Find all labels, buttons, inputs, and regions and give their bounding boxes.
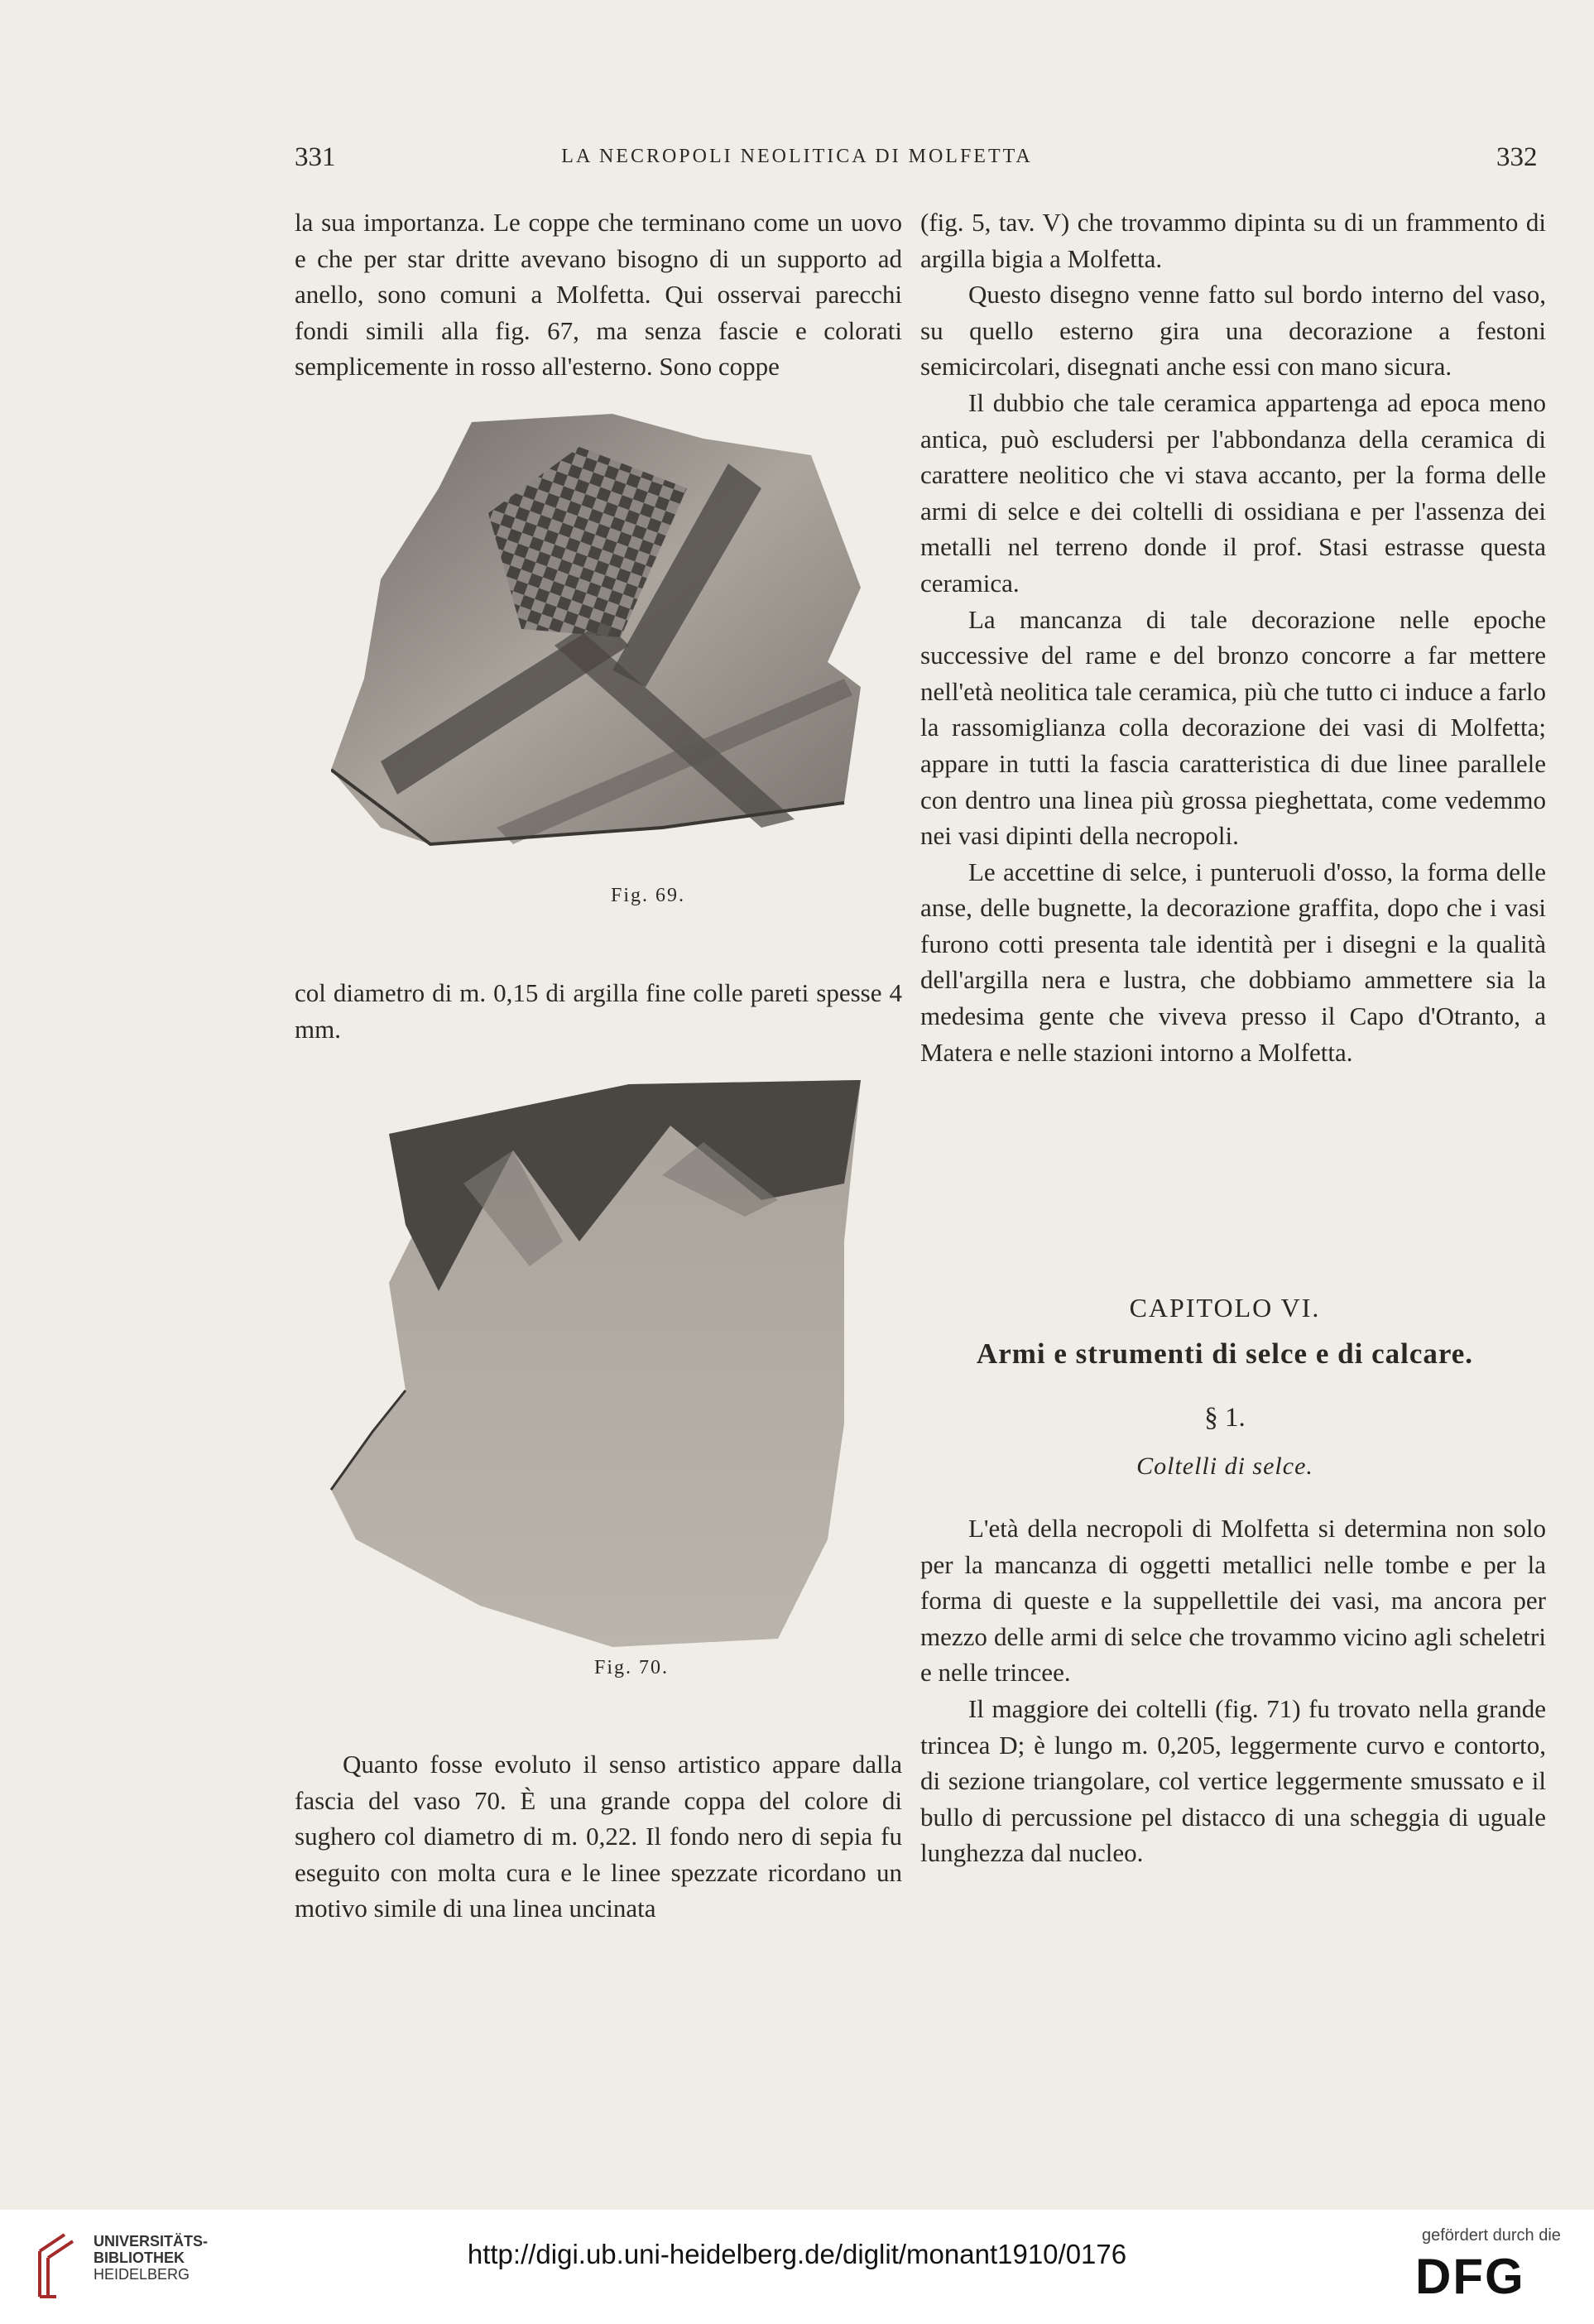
dfg-logo: DFG [1415, 2249, 1525, 2304]
library-line-2: BIBLIOTHEK [94, 2250, 185, 2266]
paragraph: Le accettine di selce, i punteruoli d'osso, la forma delle anse, delle bugnette, la decorazione graffita, dopo che i vasi furono cotti presenta tale identità per i disegni e la qualità dell'argilla nera e lustra, che dobbiamo ammettere sia la medesima gente che viveva presso il Capo d'Otranto, a Matera e nelle stazioni intorno a Molfetta. [920, 857, 1546, 1067]
paragraph: Il dubbio che tale ceramica appartenga ad epoca meno antica, può escludersi per l'abbondanza della ceramica di carattere neolitico che vi stava accanto, per la forma delle armi di selce e dei coltelli di ossidiana e per l'assenza dei metalli nel terreno donde il prof. Stasi estrasse questa ceramica. [920, 387, 1546, 598]
paragraph: La mancanza di tale decorazione nelle epoche successive del rame e del bronzo concorre a far mettere nell'età neolitica tale ceramica, più che tutto ci induce a farlo la rassomiglianza colla decorazione dei vasi di Molfetta; appare in tutti la fascia caratteristica di due linee parallele con dentro una linea più grossa pieghettata, come vedemmo nei vasi dipinti della necropoli. [920, 604, 1546, 851]
chapter-title: Armi e strumenti di selce e di calcare. [976, 1337, 1474, 1370]
paragraph: Il maggiore dei coltelli (fig. 71) fu trovato nella grande trincea D; è lungo m. 0,205, leggermente curvo e contorto, di sezione triangolare, col vertice leggermente smussato e il bullo di percussione pel distacco di una scheggia di uguale lunghezza dal nucleo. [920, 1693, 1546, 1868]
paragraph: Questo disegno venne fatto sul bordo interno del vaso, su quello esterno gira una decorazione a festoni semicircolari, disegnati anche essi con mano sicura. [920, 280, 1546, 382]
library-line-3: HEIDELBERG [94, 2266, 190, 2283]
paragraph: (fig. 5, tav. V) che trovammo dipinta su di un frammento di argilla bigia a Molfetta. [920, 208, 1546, 273]
funded-by-text: gefördert durch die [1422, 2226, 1561, 2245]
running-title: LA NECROPOLI NEOLITICA DI MOLFETTA [561, 146, 1033, 167]
source-url-link[interactable]: http://digi.ub.uni-heidelberg.de/diglit/monant1910/0176 [467, 2239, 1127, 2269]
figure-69-image [331, 414, 877, 861]
figure-70-image [314, 1076, 894, 1655]
right-column-bottom [920, 1510, 1546, 1871]
section-number: § 1. [1204, 1403, 1246, 1433]
figure-70-caption: Fig. 70. [593, 1657, 669, 1678]
library-line-1: UNIVERSITÄTS- [94, 2233, 209, 2250]
page-number-left: 331 [295, 142, 336, 172]
paragraph: col diametro di m. 0,15 di argilla fine colle pareti spesse 4 mm. [295, 978, 902, 1044]
page-number-right: 332 [1496, 142, 1538, 172]
paragraph: la sua importanza. Le coppe che terminano come un uovo e che per star dritte avevano bisogno di un supporto ad anello, sono comuni a Molfetta. Qui osservai parecchi fondi simili alla fig. 67, ma senza fascie e colorati semplicemente in rosso all'esterno. Sono coppe [295, 208, 902, 382]
left-column-middle [295, 975, 902, 1047]
paragraph: Quanto fosse evoluto il senso artistico appare dalla fascia del vaso 70. È una grande coppa del colore di sughero col diametro di m. 0,22. Il fondo nero di sepia fu eseguito con molta cura e le linee spezzate ricordano un motivo simile di una linea uncinata [295, 1750, 902, 1923]
chapter-heading: CAPITOLO VI. [1129, 1293, 1321, 1323]
paragraph: L'età della necropoli di Molfetta si determina non solo per la mancanza di oggetti metallici nelle tombe e per la forma di queste e la suppellettile dei vasi, ma ancora per mezzo delle armi di selce che trovammo vicino agli scheletri e nelle trincee. [920, 1514, 1546, 1688]
left-column-bottom [295, 1746, 902, 1927]
section-title: Coltelli di selce. [1136, 1452, 1313, 1480]
left-column-top [295, 204, 902, 385]
right-column [920, 204, 1546, 1070]
figure-69-caption: Fig. 69. [610, 885, 685, 906]
